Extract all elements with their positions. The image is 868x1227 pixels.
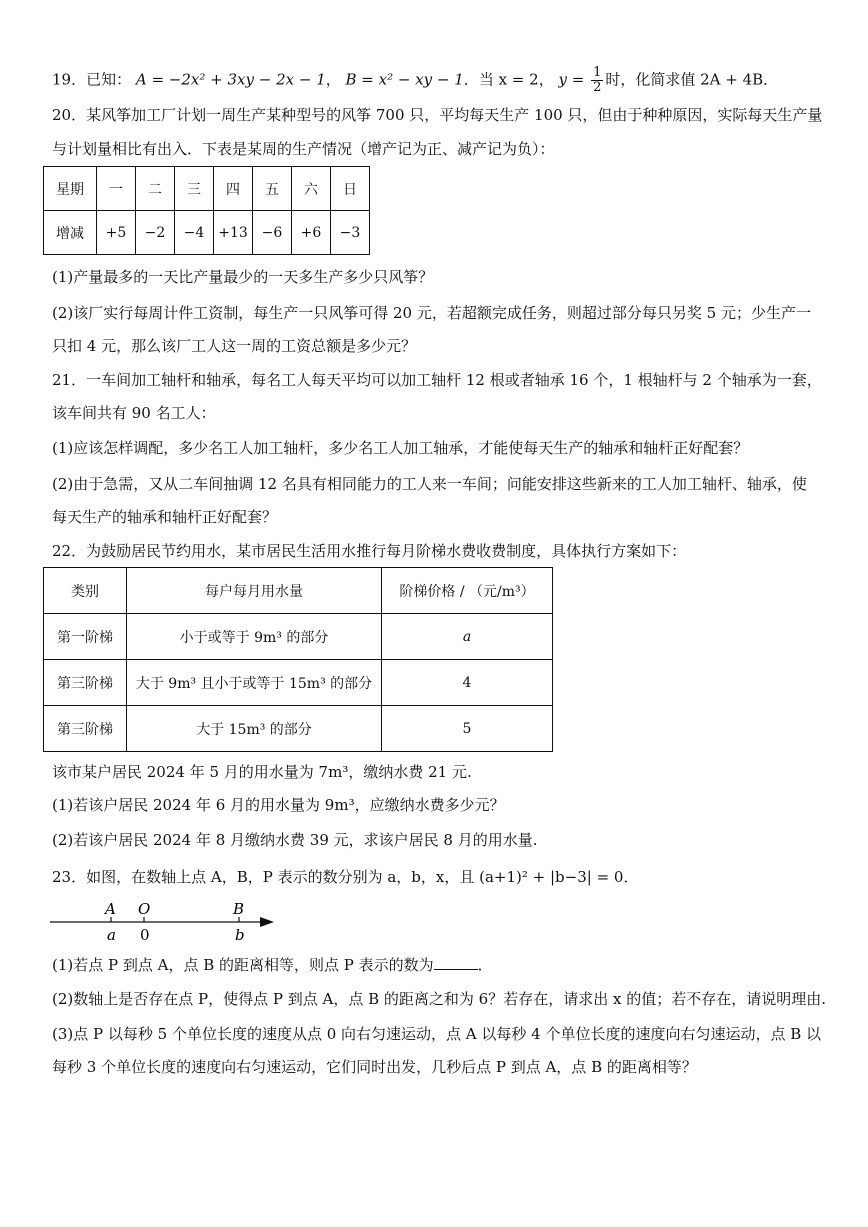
table-cell: −2 <box>136 211 175 255</box>
table-cell: 大于 9m³ 且小于或等于 15m³ 的部分 <box>127 660 382 706</box>
table-row <box>44 706 553 752</box>
table-cell: 二 <box>136 167 175 211</box>
table-cell: 4 <box>382 660 553 706</box>
label-a: a <box>107 926 116 944</box>
table-cell: 四 <box>214 167 253 211</box>
table-cell: 5 <box>382 706 553 752</box>
table-row <box>44 614 553 660</box>
table-row <box>44 211 370 255</box>
q20-part2-line2: 只扣 4 元，那么该厂工人这一周的工资总额是多少元？ <box>52 337 417 355</box>
table-cell: 第一阶梯 <box>44 614 127 660</box>
table-header-row <box>44 568 553 614</box>
table-cell: −3 <box>331 211 370 255</box>
q23-part1 <box>52 955 493 975</box>
q20-line1: 20．某风筝加工厂计划一周生产某种型号的风筝 700 只，平均每天生产 100 只，但由于种种原因，实际每天生产量 <box>52 106 823 124</box>
answer-blank[interactable] <box>434 955 478 970</box>
table-cell: 五 <box>253 167 292 211</box>
q22-part2: (2)若该户居民 2024 年 8 月缴纳水费 39 元，求该户居民 8 月的用水量. <box>52 831 538 849</box>
label-A: A <box>105 900 116 918</box>
table-cell: 第三阶梯 <box>44 660 127 706</box>
q19-fraction <box>591 66 603 95</box>
table-cell: a <box>382 614 553 660</box>
label-O: O <box>138 900 151 918</box>
q22-info: 该市某户居民 2024 年 5 月的用水量为 7m³，缴纳水费 21 元. <box>52 763 472 781</box>
label-zero: 0 <box>140 926 150 944</box>
q19-y-eq: y = <box>558 70 585 89</box>
fraction-numerator: 1 <box>593 65 602 80</box>
q21-part1: (1)应该怎样调配，多少名工人加工轴杆，多少名工人加工轴承，才能使每天生产的轴承和轴杆正好配套？ <box>52 439 749 457</box>
q19-A-expression: A = −2x² + 3xy − 2x − 1 <box>135 70 326 89</box>
q20-part2-line1: (2)该厂实行每周计件工资制，每生产一只风筝可得 20 元，若超额完成任务，则超过部分每只另奖 5 元；少生产一 <box>52 304 811 322</box>
number-line <box>48 898 288 946</box>
q23-part2: (2)数轴上是否存在点 P，使得点 P 到点 A，点 B 的距离之和为 6？若存在，请求出 x 的值；若不存在，请说明理由. <box>52 990 826 1008</box>
q23-line1: 23．如图，在数轴上点 A，B，P 表示的数分别为 a，b，x，且 (a+1)² + |b−3| = 0． <box>52 868 639 886</box>
table-cell: 星期 <box>44 167 97 211</box>
water-price-table <box>43 567 553 752</box>
q20-line2: 与计划量相比有出入．下表是某周的生产情况（增产记为正、减产记为负）： <box>52 140 555 158</box>
table-header-cell: 阶梯价格 / （元/m³） <box>382 568 553 614</box>
label-B: B <box>233 900 245 918</box>
table-cell: +6 <box>292 211 331 255</box>
table-header-cell: 每户每月用水量 <box>127 568 382 614</box>
fraction-denominator: 2 <box>593 80 602 95</box>
q22-part1: (1)若该户居民 2024 年 6 月的用水量为 9m³，应缴纳水费多少元？ <box>52 796 505 814</box>
q21-line2: 该车间共有 90 名工人： <box>52 404 216 422</box>
q19-tail: 时，化简求值 2A + 4B． <box>605 70 779 89</box>
table-cell: 大于 15m³ 的部分 <box>127 706 382 752</box>
q19-prefix: 19．已知： <box>52 70 132 89</box>
q21-line1: 21．一车间加工轴杆和轴承，每名工人每天平均可以加工轴杆 12 根或者轴承 16 个，1 根轴杆与 2 个轴承为一套， <box>52 371 822 389</box>
table-cell: +5 <box>97 211 136 255</box>
q19-line: 19．已知： A = −2x² + 3xy − 2x − 1， B = x² − xy − 1．当 x = 2， y = $\frac{1}{2}$ 时，化简求值 2A + 4B． <box>52 65 779 95</box>
table-cell: 六 <box>292 167 331 211</box>
label-b: b <box>235 926 245 944</box>
q20-part1: (1)产量最多的一天比产量最少的一天多生产多少只风筝？ <box>52 268 434 286</box>
table-cell: 小于或等于 9m³ 的部分 <box>127 614 382 660</box>
table-header-cell: 类别 <box>44 568 127 614</box>
table-cell: 日 <box>331 167 370 211</box>
q19-when: ．当 x = 2， <box>463 70 554 89</box>
table-cell: 第三阶梯 <box>44 706 127 752</box>
q21-part2-line1: (2)由于急需，又从二车间抽调 12 名具有相同能力的工人来一车间；问能安排这些新来的工人加工轴杆、轴承，使 <box>52 475 807 493</box>
table-cell: 一 <box>97 167 136 211</box>
q21-part2-line2: 每天生产的轴承和轴杆正好配套？ <box>52 508 278 526</box>
table-cell: −6 <box>253 211 292 255</box>
q23-part1-text: (1)若点 P 到点 A，点 B 的距离相等，则点 P 表示的数为 <box>52 956 434 974</box>
table-cell: 三 <box>175 167 214 211</box>
q19-B-expression: B = x² − xy − 1 <box>345 70 464 89</box>
table-cell: +13 <box>214 211 253 255</box>
q23-part3-line1: (3)点 P 以每秒 5 个单位长度的速度从点 0 向右匀速运动，点 A 以每秒 4 个单位长度的速度向右匀速运动，点 B 以 <box>52 1025 822 1043</box>
table-cell: −4 <box>175 211 214 255</box>
axis-arrow-icon <box>260 917 274 927</box>
q22-intro: 22．为鼓励居民节约用水，某市居民生活用水推行每月阶梯水费收费制度，具体执行方案如下： <box>52 542 687 560</box>
q23-part3-line2: 每秒 3 个单位长度的速度向右匀速运动，它们同时出发，几秒后点 P 到点 A，点 B 的距离相等？ <box>52 1058 697 1076</box>
table-row <box>44 660 553 706</box>
production-table <box>43 166 370 255</box>
table-cell: 增减 <box>44 211 97 255</box>
q23-part1-end: ． <box>477 956 493 974</box>
table-row <box>44 167 370 211</box>
